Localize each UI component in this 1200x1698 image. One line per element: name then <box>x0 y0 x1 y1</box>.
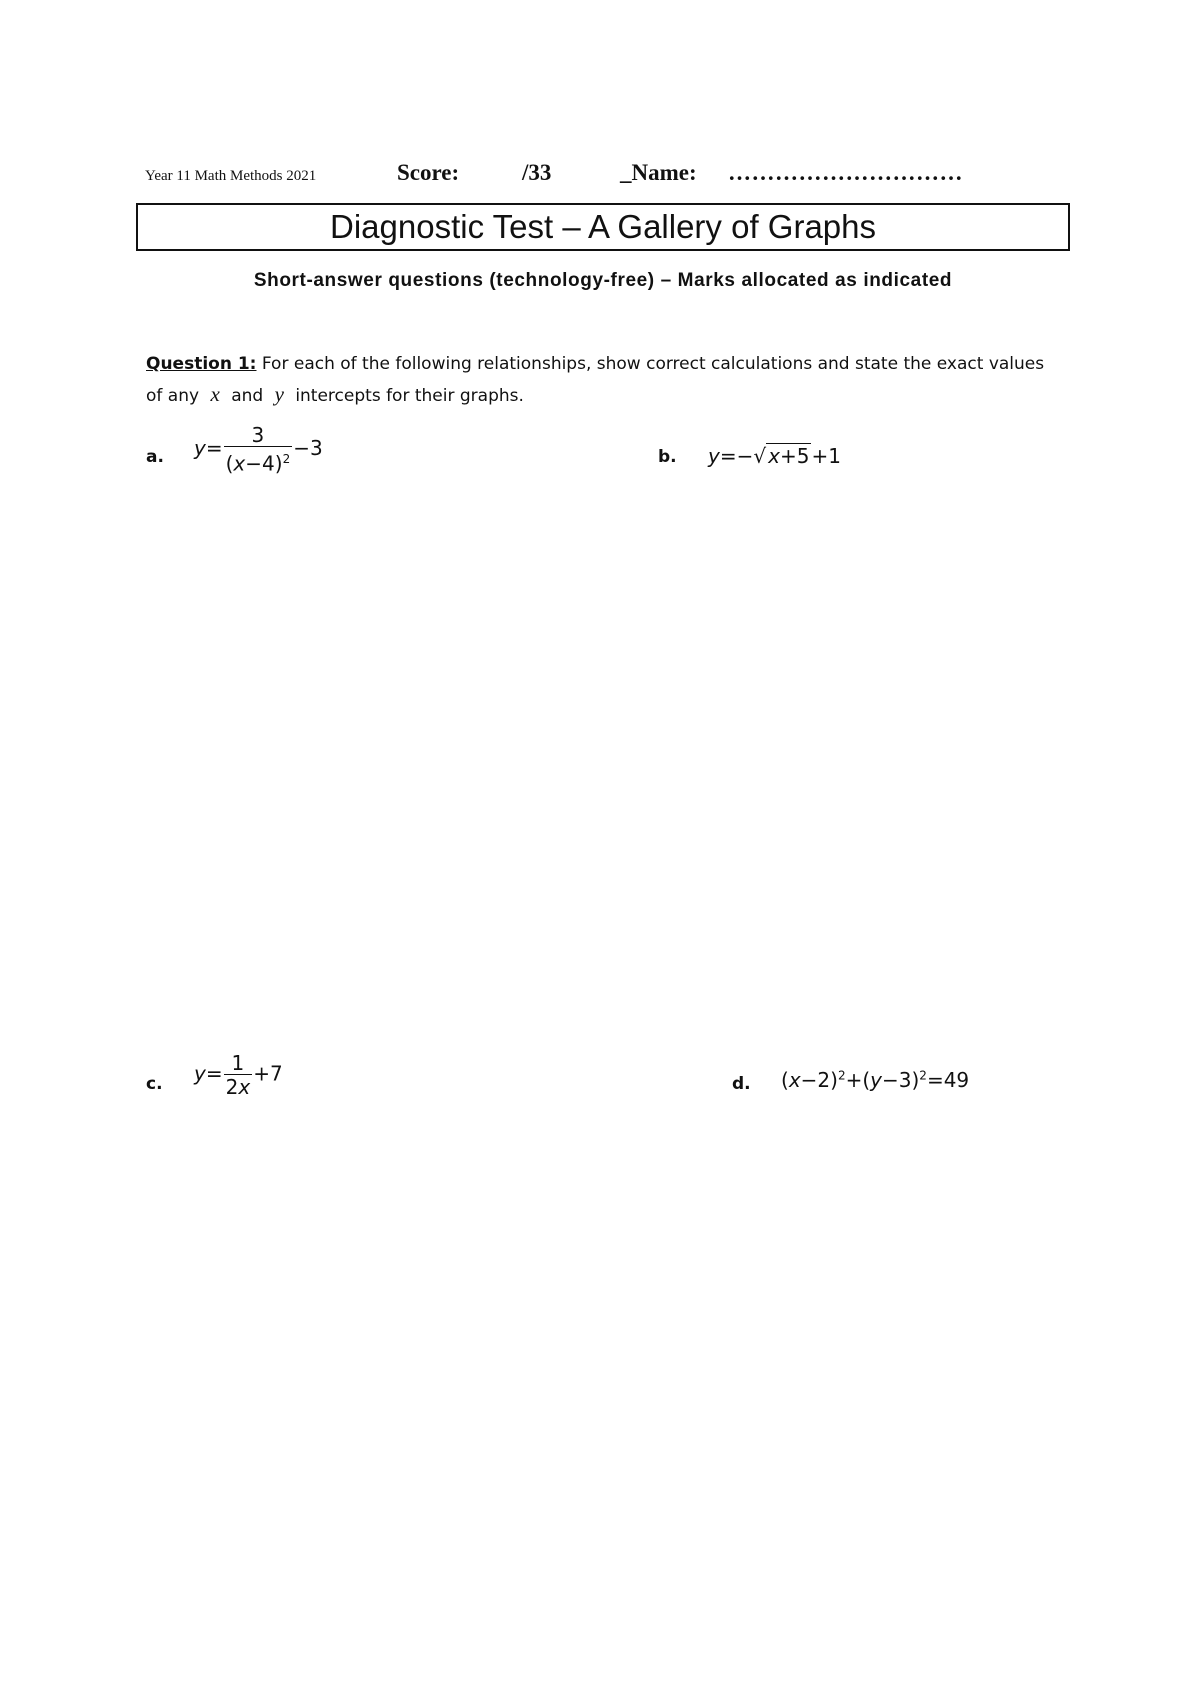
question-1-text-end: intercepts for their graphs. <box>295 386 524 406</box>
question-1-text: For each of the following relationships, show correct calculations and state the exact values of any <box>146 354 1045 406</box>
score-label: Score: <box>397 160 460 185</box>
test-subtitle: Short-answer questions (technology-free) – Marks allocated as indicated <box>253 270 953 291</box>
test-title: Diagnostic Test – A Gallery of Graphs <box>330 208 876 245</box>
test-title-box <box>136 203 1070 251</box>
and-word: and <box>231 386 264 406</box>
question-1-prompt <box>146 349 1046 411</box>
part-b-sqrt: √ x+5 <box>753 444 810 468</box>
part-a-equation: y= $\frac{3}{(x-4)^2}$ −3 <box>194 423 323 476</box>
part-c-equation: y= $\frac{1}{2x}$ +7 <box>194 1051 283 1099</box>
variable-x: x <box>210 382 220 406</box>
document-header <box>0 158 1200 198</box>
part-a-label: a. <box>146 447 164 467</box>
name-blank: ………………………… <box>728 160 963 185</box>
part-b-equation: y=−√ x+5 +1 <box>708 444 841 468</box>
variable-y: y <box>274 382 284 406</box>
part-c-fraction: $\frac{1}{2x}$ <box>225 1051 251 1099</box>
part-d-equation: $(x-2)^2+(y-3)^2=49$ <box>781 1068 970 1092</box>
part-a-fraction: $\frac{3}{(x-4)^2}$ <box>225 423 291 476</box>
part-d-label: d. <box>732 1074 751 1094</box>
name-label: _Name: <box>620 160 697 185</box>
course-name: Year 11 Math Methods 2021 <box>145 168 317 184</box>
score-total: /33 <box>522 160 552 185</box>
part-b-label: b. <box>658 447 677 467</box>
part-c-label: c. <box>146 1074 163 1094</box>
question-1-label: Question 1: <box>146 354 257 374</box>
sqrt-icon: √ <box>753 444 767 468</box>
